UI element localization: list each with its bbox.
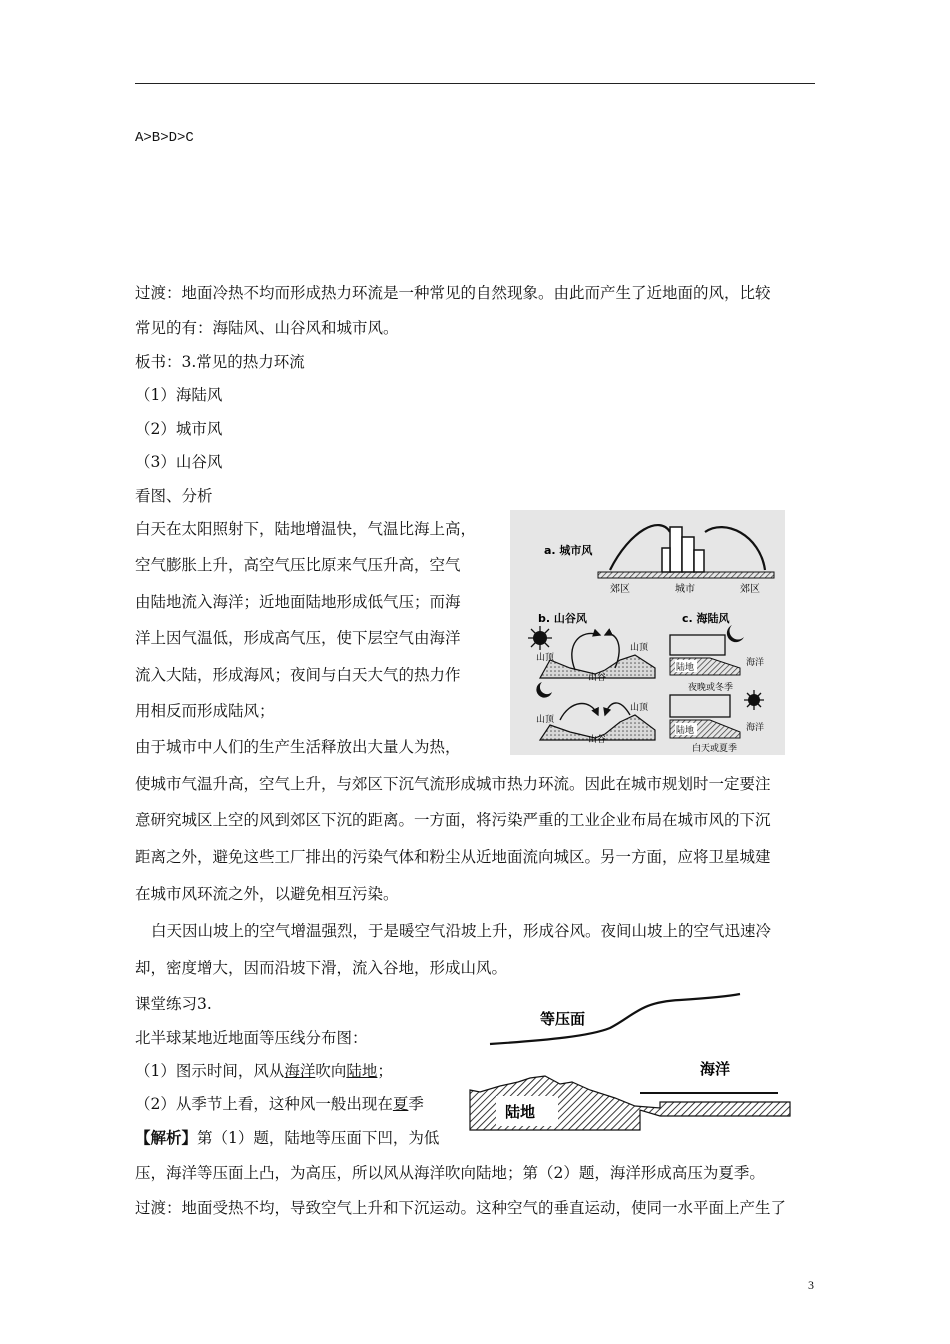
question-1	[135, 1061, 393, 1081]
city-ground	[598, 572, 774, 578]
q1-suffix: ；	[377, 1062, 393, 1080]
valley-label: 山谷	[588, 735, 607, 745]
q1-answer-to: 陆地	[346, 1062, 378, 1080]
q2-suffix: 季	[408, 1095, 424, 1113]
sun-icon	[744, 690, 764, 710]
isobar-surface-line	[490, 994, 740, 1044]
q1-prefix: （1）图示时间，风从	[135, 1062, 285, 1080]
building	[694, 550, 704, 572]
sea-land-wind-title: c. 海陆风	[682, 612, 730, 625]
land-label: 陆地	[505, 1103, 536, 1121]
city-wind-title: a. 城市风	[544, 544, 593, 557]
ocean-label: 海洋	[746, 658, 765, 668]
page-number: 3	[808, 1278, 814, 1292]
board-item-valley: （3）山谷风	[135, 453, 223, 471]
exercise-title: 课堂练习3.	[135, 995, 212, 1013]
analysis-line2: 压，海洋等压面上凸，为高压，所以风从海洋吹向陆地；第（2）题，海洋形成高压为夏季。	[135, 1164, 765, 1182]
valley-label: 山谷	[588, 673, 607, 683]
sea-land-line: 白天在太阳照射下，陆地增温快，气温比海上高，	[135, 520, 477, 538]
isobar-figure	[460, 990, 800, 1140]
ocean-label: 海洋	[746, 723, 765, 733]
land-label: 陆地	[676, 663, 695, 673]
thermal-circulation-figure	[510, 510, 785, 755]
building	[670, 527, 682, 572]
city-line: 意研究城区上空的风到郊区下沉的距离。一方面，将污染严重的工业企业布局在城市风的下沉	[135, 811, 771, 829]
peak-label: 山顶	[536, 715, 555, 725]
ocean-label: 海洋	[700, 1060, 731, 1078]
q1-answer-from: 海洋	[284, 1062, 316, 1080]
suburb-left-label: 郊区	[610, 584, 630, 595]
land-label: 陆地	[676, 726, 695, 736]
sea-land-line: 空气膨胀上升，高空气压比原来气压升高，空气	[135, 556, 461, 574]
question-2	[135, 1094, 424, 1114]
exercise-intro: 北半球某地近地面等压线分布图：	[135, 1029, 368, 1047]
sea-land-line: 由于城市中人们的生产生活释放出大量人为热，	[135, 738, 461, 756]
look-analyze: 看图、分析	[135, 487, 213, 505]
sea-land-line: 用相反而形成陆风；	[135, 702, 275, 720]
analysis-text: 第（1）题，陆地等压面下凹，为低	[197, 1129, 440, 1147]
night-winter-label: 夜晚或冬季	[688, 683, 734, 693]
board-item-city: （2）城市风	[135, 420, 223, 438]
suburb-right-label: 郊区	[740, 584, 760, 595]
city-line: 在城市风环流之外，以避免相互污染。	[135, 885, 399, 903]
sun-icon	[528, 626, 552, 650]
city-label: 城市	[675, 584, 695, 595]
building	[682, 537, 694, 572]
peak-label: 山顶	[630, 643, 649, 653]
day-summer-label: 白天或夏季	[692, 744, 738, 754]
isobar-label: 等压面	[540, 1010, 586, 1028]
city-line: 距离之外，避免这些工厂排出的污染气体和粉尘从近地面流向城区。另一方面，应将卫星城建	[135, 848, 771, 866]
sea-land-line: 由陆地流入海洋；近地面陆地形成低气压；而海	[135, 593, 461, 611]
header-rule	[135, 83, 815, 84]
analysis-line1	[135, 1128, 439, 1148]
valley-wind-title: b. 山谷风	[538, 612, 587, 625]
analysis-tag: 【解析】	[135, 1128, 198, 1147]
sea-land-line: 洋上因气温低，形成高气压，使下层空气由海洋	[135, 629, 461, 647]
city-line: 使城市气温升高，空气上升，与郊区下沉气流形成城市热力环流。因此在城市规划时一定要注	[135, 775, 771, 793]
board-item-sea-land: （1）海陆风	[135, 386, 223, 404]
valley-line: 白天因山坡上的空气增温强烈，于是暖空气沿坡上升，形成谷风。夜间山坡上的空气迅速冷	[151, 922, 772, 940]
transition2-line: 过渡：地面受热不均，导致空气上升和下沉运动。这种空气的垂直运动，使同一水平面上产生了	[135, 1199, 787, 1217]
transition-paragraph-line1: 过渡：地面冷热不均而形成热力环流是一种常见的自然现象。由此而产生了近地面的风，比较	[135, 284, 771, 302]
sea-land-line: 流入大陆，形成海风；夜间与白天大气的热力作	[135, 666, 461, 684]
building	[662, 548, 670, 572]
peak-label: 山顶	[630, 703, 649, 713]
transition-paragraph-line2: 常见的有：海陆风、山谷风和城市风。	[135, 319, 399, 337]
peak-label: 山顶	[536, 653, 555, 663]
answer-line: A>B>D>C	[135, 130, 194, 146]
board-title: 板书：3.常见的热力环流	[135, 353, 305, 371]
q2-prefix: （2）从季节上看，这种风一般出现在	[135, 1095, 393, 1113]
q1-mid: 吹向	[315, 1062, 347, 1080]
valley-line: 却，密度增大，因而沿坡下滑，流入谷地，形成山风。	[135, 959, 508, 977]
q2-answer: 夏	[392, 1095, 409, 1113]
